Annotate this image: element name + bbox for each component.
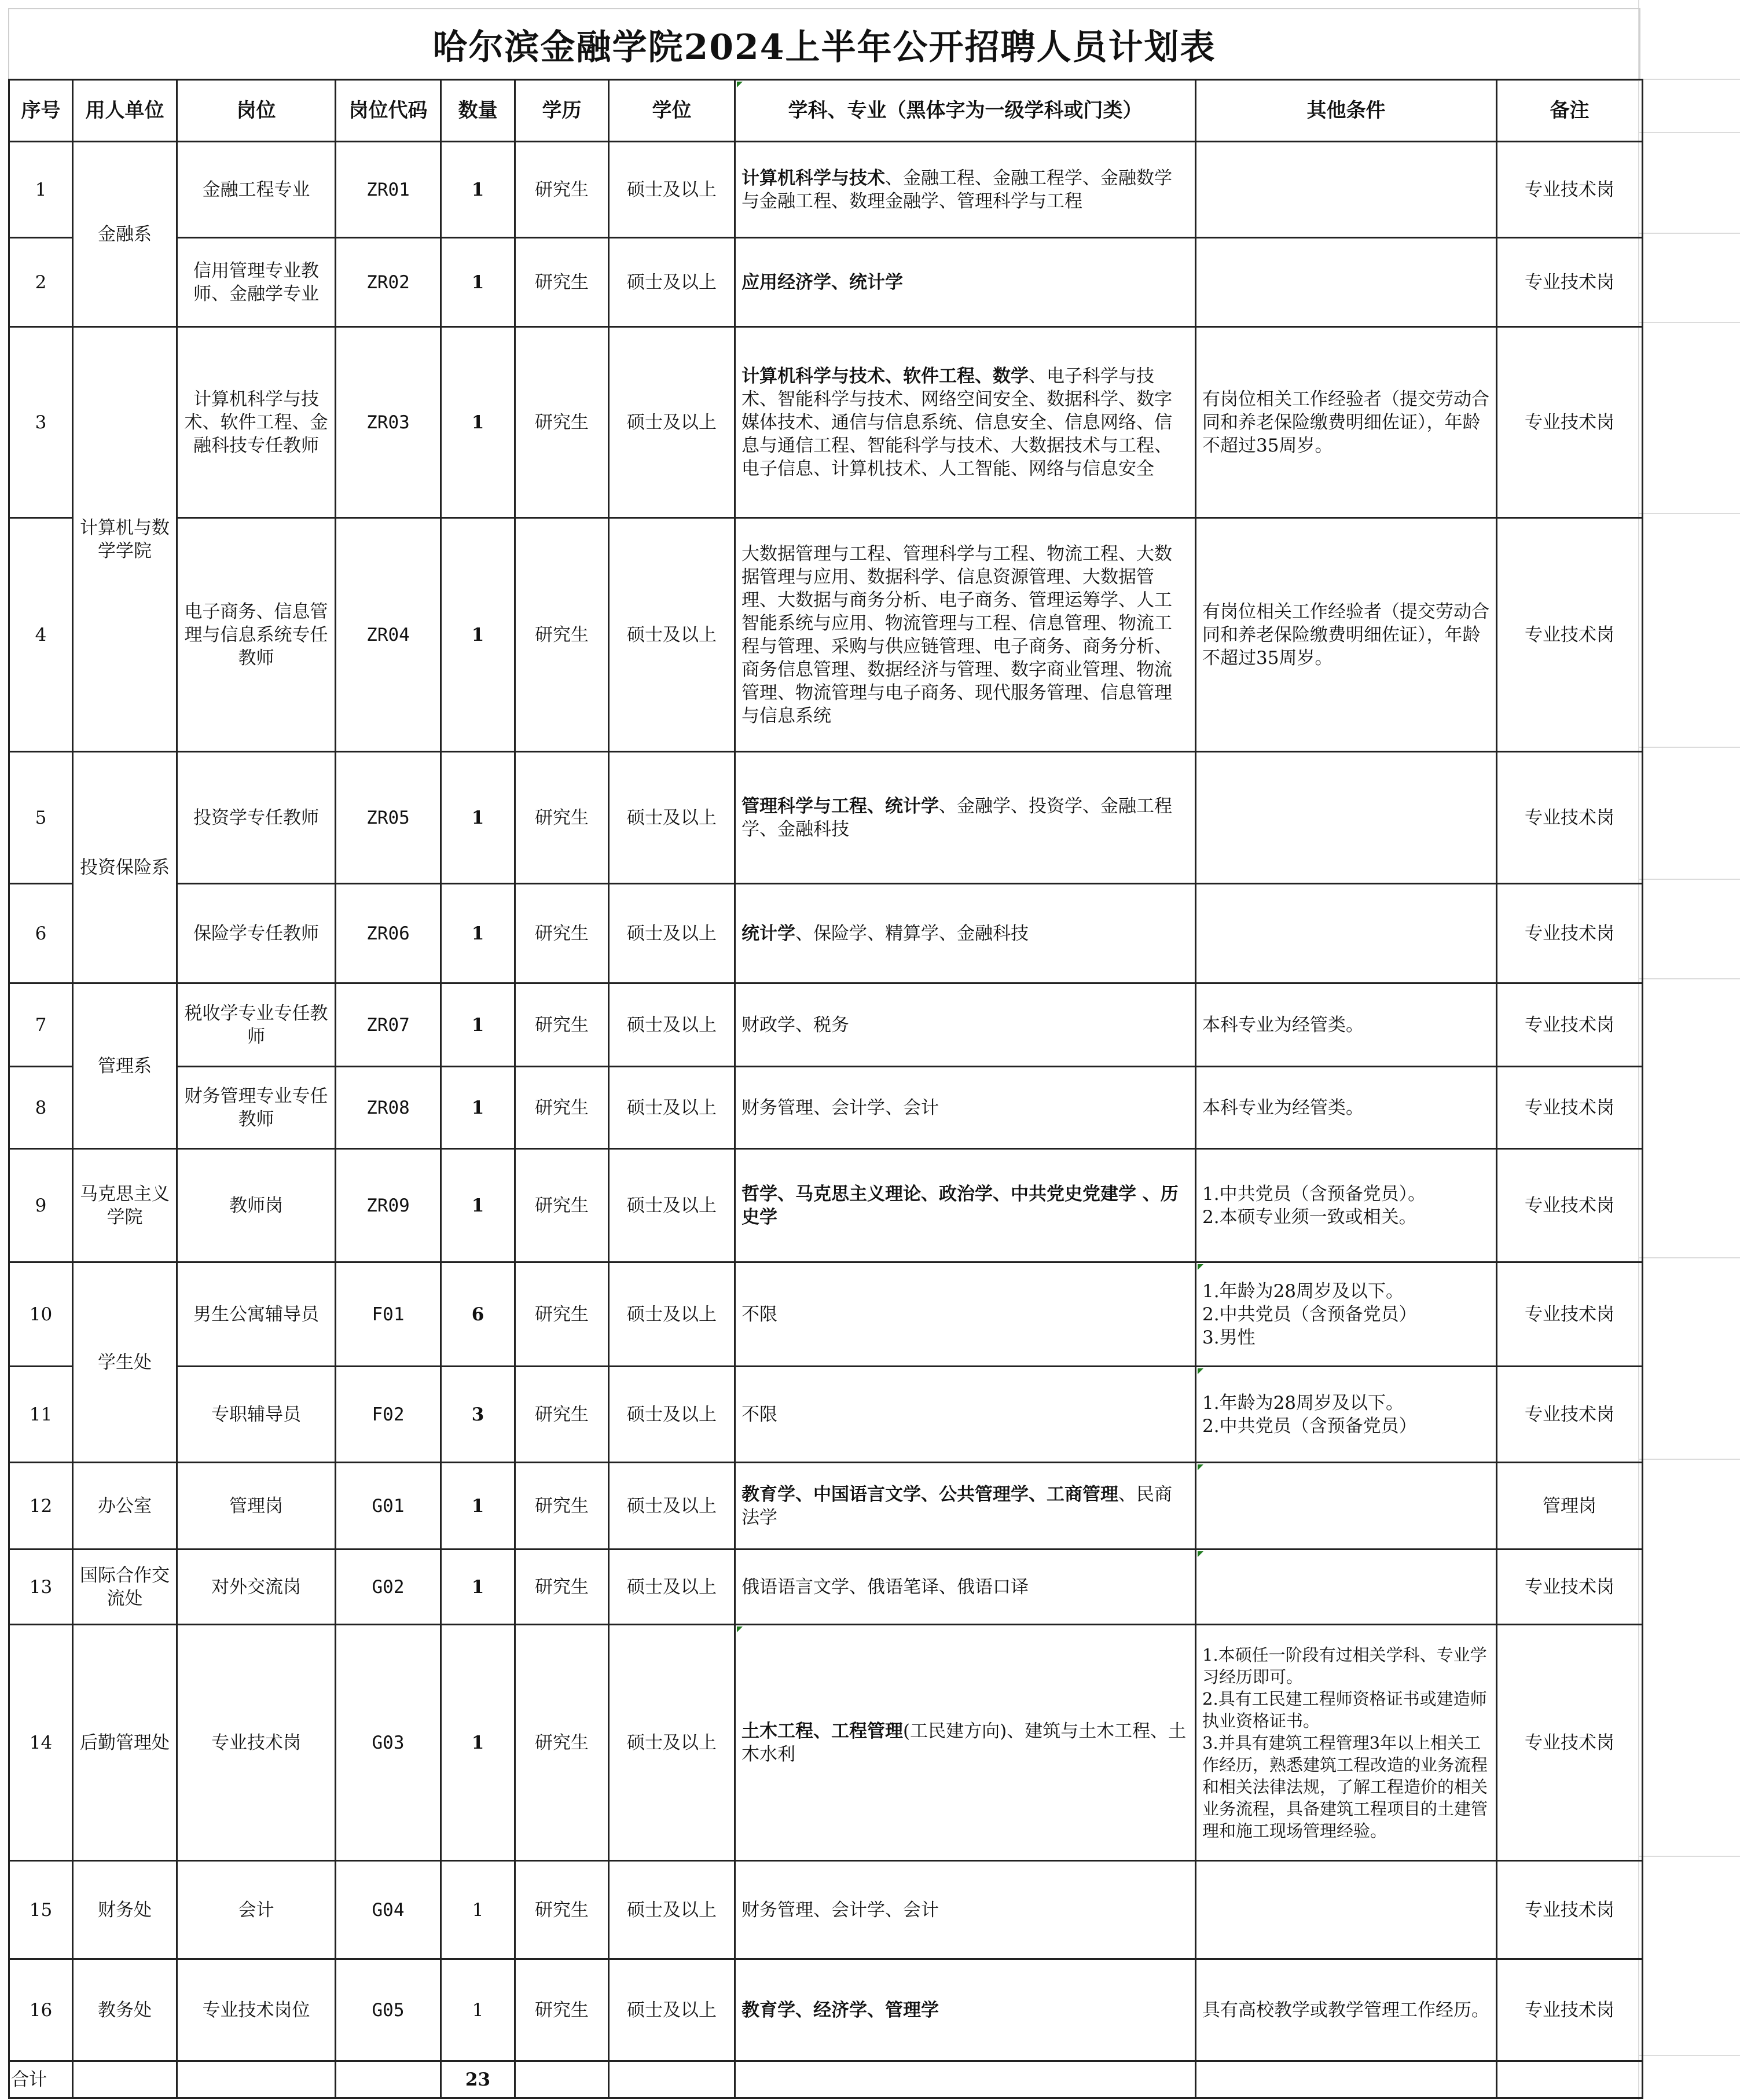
empty-cell[interactable] (177, 2061, 336, 2098)
cell-remark[interactable]: 专业技术岗 (1497, 1367, 1643, 1463)
table-row (9, 1262, 1643, 1367)
cell-edu[interactable]: 研究生 (515, 1959, 609, 2061)
cell-edu[interactable]: 研究生 (515, 238, 609, 327)
cell-post[interactable]: 男生公寓辅导员 (177, 1262, 336, 1367)
cell-remark[interactable]: 专业技术岗 (1497, 1067, 1643, 1149)
cell-post[interactable]: 电子商务、信息管理与信息系统专任教师 (177, 518, 336, 752)
empty-cell[interactable] (1497, 2061, 1643, 2098)
cell-edu[interactable]: 研究生 (515, 983, 609, 1067)
cell-code[interactable]: G04 (336, 1861, 441, 1959)
cell-other[interactable] (1196, 1861, 1497, 1959)
cell-edu[interactable]: 研究生 (515, 518, 609, 752)
cell-other[interactable] (1196, 752, 1497, 884)
cell-unit[interactable]: 后勤管理处 (73, 1625, 177, 1861)
major-bold: 应用经济学、统计学 (741, 271, 903, 293)
cell-remark[interactable]: 专业技术岗 (1497, 983, 1643, 1067)
cell-remark[interactable]: 专业技术岗 (1497, 884, 1643, 983)
table-row (9, 1959, 1643, 2061)
cell-degree[interactable]: 硕士及以上 (609, 238, 735, 327)
cell-count[interactable]: 1 (441, 1959, 515, 2061)
cell-other[interactable] (1196, 142, 1497, 238)
cell-code[interactable]: G03 (336, 1625, 441, 1861)
cell-major[interactable] (735, 884, 1196, 983)
cell-degree[interactable]: 硕士及以上 (609, 1367, 735, 1463)
cell-code[interactable]: ZR09 (336, 1149, 441, 1262)
cell-count[interactable]: 1 (441, 1550, 515, 1625)
cell-seq[interactable]: 12 (9, 1463, 73, 1550)
cell-unit[interactable]: 计算机与数学学院 (73, 327, 177, 752)
cell-seq[interactable]: 9 (9, 1149, 73, 1262)
cell-remark[interactable]: 专业技术岗 (1497, 752, 1643, 884)
cell-major[interactable] (735, 518, 1196, 752)
empty-cell[interactable] (73, 2061, 177, 2098)
cell-other[interactable] (1196, 238, 1497, 327)
cell-unit[interactable]: 投资保险系 (73, 752, 177, 983)
cell-edu[interactable]: 研究生 (515, 1149, 609, 1262)
cell-seq[interactable]: 8 (9, 1067, 73, 1149)
cell-unit[interactable]: 金融系 (73, 142, 177, 327)
major-bold: 教育学、中国语言文学、公共管理学、工商管理 (741, 1484, 1118, 1505)
cell-seq[interactable]: 15 (9, 1861, 73, 1959)
cell-major[interactable] (735, 1959, 1196, 2061)
major-rest: 大数据管理与工程、管理科学与工程、物流工程、大数据管理与应用、数据科学、信息资源管理、大数据管理、大数据与商务分析、电子商务、管理运筹学、人工智能系统与应用、物流管理与工程、信息管理、物流工程与管理、采购与供应链管理、电子商务、商务分析、商务信息管理、数据经济与管理、数字商业管理、物流管理、物流管理与电子商务、现代服务管理、信息管理与信息系统 (741, 543, 1172, 726)
table-row (9, 1550, 1643, 1625)
cell-edu[interactable]: 研究生 (515, 1625, 609, 1861)
cell-code[interactable]: ZR08 (336, 1067, 441, 1149)
cell-edu[interactable]: 研究生 (515, 884, 609, 983)
cell-remark[interactable]: 专业技术岗 (1497, 327, 1643, 518)
cell-degree[interactable]: 硕士及以上 (609, 1625, 735, 1861)
cell-seq[interactable]: 13 (9, 1550, 73, 1625)
cell-count[interactable]: 1 (441, 518, 515, 752)
cell-post[interactable]: 管理岗 (177, 1463, 336, 1550)
grid-line (1638, 1459, 1740, 1460)
cell-remark[interactable]: 专业技术岗 (1497, 1861, 1643, 1959)
cell-degree[interactable]: 硕士及以上 (609, 884, 735, 983)
major-bold: 土木工程、工程管理 (741, 1720, 903, 1742)
major-rest: 不限 (741, 1304, 777, 1325)
cell-other[interactable] (1196, 884, 1497, 983)
empty-cell[interactable] (735, 2061, 1196, 2098)
cell-other[interactable]: 1.年龄为28周岁及以下。 2.中共党员（含预备党员） (1196, 1367, 1497, 1463)
cell-edu[interactable]: 研究生 (515, 1861, 609, 1959)
cell-post[interactable]: 信用管理专业教师、金融学专业 (177, 238, 336, 327)
cell-code[interactable]: ZR04 (336, 518, 441, 752)
cell-other[interactable]: 1.中共党员（含预备党员）。 2.本硕专业须一致或相关。 (1196, 1149, 1497, 1262)
cell-post[interactable]: 财务管理专业专任教师 (177, 1067, 336, 1149)
header-edu[interactable]: 学历 (515, 80, 609, 142)
cell-major[interactable] (735, 752, 1196, 884)
cell-other[interactable]: 有岗位相关工作经验者（提交劳动合同和养老保险缴费明细佐证），年龄不超过35周岁。 (1196, 518, 1497, 752)
cell-seq[interactable]: 11 (9, 1367, 73, 1463)
header-other[interactable]: 其他条件 (1196, 80, 1497, 142)
cell-remark[interactable]: 专业技术岗 (1497, 238, 1643, 327)
cell-major[interactable] (735, 238, 1196, 327)
header-degree[interactable]: 学位 (609, 80, 735, 142)
cell-seq[interactable]: 2 (9, 238, 73, 327)
major-bold: 哲学、马克思主义理论、政治学、中共党史党建学 、历史学 (741, 1183, 1179, 1228)
grid-line (1638, 747, 1740, 748)
table-row (9, 518, 1643, 752)
cell-post[interactable]: 专职辅导员 (177, 1367, 336, 1463)
cell-count[interactable]: 1 (441, 1625, 515, 1861)
title-cell[interactable] (8, 8, 1640, 81)
cell-remark[interactable]: 专业技术岗 (1497, 1625, 1643, 1861)
cell-post[interactable]: 专业技术岗 (177, 1625, 336, 1861)
cell-count[interactable]: 1 (441, 1463, 515, 1550)
cell-count[interactable]: 1 (441, 752, 515, 884)
header-remark[interactable]: 备注 (1497, 80, 1643, 142)
cell-degree[interactable]: 硕士及以上 (609, 983, 735, 1067)
cell-degree[interactable]: 硕士及以上 (609, 752, 735, 884)
cell-remark[interactable]: 专业技术岗 (1497, 1262, 1643, 1367)
cell-seq[interactable]: 16 (9, 1959, 73, 2061)
cell-other[interactable]: 本科专业为经管类。 (1196, 1067, 1497, 1149)
cell-other[interactable] (1196, 1550, 1497, 1625)
cell-count[interactable]: 1 (441, 142, 515, 238)
cell-count[interactable]: 1 (441, 1067, 515, 1149)
cell-major[interactable] (735, 1367, 1196, 1463)
empty-cell[interactable] (609, 2061, 735, 2098)
cell-degree[interactable]: 硕士及以上 (609, 1861, 735, 1959)
cell-code[interactable]: ZR03 (336, 327, 441, 518)
cell-other[interactable]: 本科专业为经管类。 (1196, 983, 1497, 1067)
cell-degree[interactable]: 硕士及以上 (609, 1262, 735, 1367)
cell-count[interactable]: 6 (441, 1262, 515, 1367)
cell-seq[interactable]: 14 (9, 1625, 73, 1861)
cell-code[interactable]: F02 (336, 1367, 441, 1463)
cell-code[interactable]: G02 (336, 1550, 441, 1625)
cell-count[interactable]: 3 (441, 1367, 515, 1463)
cell-count[interactable]: 1 (441, 238, 515, 327)
major-rest: 、金融学、投资学、金融工程学、金融科技 (741, 795, 1172, 840)
cell-unit[interactable]: 马克思主义学院 (73, 1149, 177, 1262)
cell-remark[interactable]: 专业技术岗 (1497, 1550, 1643, 1625)
cell-post[interactable]: 保险学专任教师 (177, 884, 336, 983)
table-row (9, 1463, 1643, 1550)
major-bold: 管理科学与工程、统计学 (741, 795, 939, 817)
cell-remark[interactable]: 管理岗 (1497, 1463, 1643, 1550)
major-rest: 不限 (741, 1404, 777, 1425)
grid-line (1638, 79, 1740, 80)
cell-major[interactable] (735, 1861, 1196, 1959)
cell-edu[interactable]: 研究生 (515, 1367, 609, 1463)
table-row (9, 884, 1643, 983)
cell-seq[interactable]: 6 (9, 884, 73, 983)
cell-code[interactable]: F01 (336, 1262, 441, 1367)
cell-code[interactable]: ZR02 (336, 238, 441, 327)
cell-major[interactable] (735, 1463, 1196, 1550)
major-bold: 统计学 (741, 923, 795, 944)
header-count[interactable]: 数量 (441, 80, 515, 142)
header-unit[interactable]: 用人单位 (73, 80, 177, 142)
cell-remark[interactable]: 专业技术岗 (1497, 518, 1643, 752)
table-row (9, 1149, 1643, 1262)
cell-code[interactable]: ZR06 (336, 884, 441, 983)
major-rest: 财政学、税务 (741, 1014, 849, 1036)
cell-degree[interactable]: 硕士及以上 (609, 142, 735, 238)
cell-seq[interactable]: 10 (9, 1262, 73, 1367)
cell-edu[interactable]: 研究生 (515, 142, 609, 238)
major-bold: 教育学、经济学、管理学 (741, 1999, 939, 2021)
cell-post[interactable]: 对外交流岗 (177, 1550, 336, 1625)
cell-seq[interactable]: 5 (9, 752, 73, 884)
cell-major[interactable] (735, 1067, 1196, 1149)
cell-post[interactable]: 会计 (177, 1861, 336, 1959)
cell-post[interactable]: 专业技术岗位 (177, 1959, 336, 2061)
cell-other[interactable]: 有岗位相关工作经验者（提交劳动合同和养老保险缴费明细佐证），年龄不超过35周岁。 (1196, 327, 1497, 518)
table-row (9, 1367, 1643, 1463)
major-rest: 财务管理、会计学、会计 (741, 1899, 939, 1921)
table-row (9, 238, 1643, 327)
cell-post[interactable]: 税收学专业专任教师 (177, 983, 336, 1067)
header-major[interactable]: 学科、专业（黑体字为一级学科或门类） (735, 80, 1196, 142)
cell-code[interactable]: ZR01 (336, 142, 441, 238)
cell-major[interactable] (735, 142, 1196, 238)
cell-post[interactable]: 计算机科学与技术、软件工程、金融科技专任教师 (177, 327, 336, 518)
table-row (9, 1861, 1643, 1959)
cell-degree[interactable]: 硕士及以上 (609, 327, 735, 518)
total-row (9, 2061, 1643, 2098)
empty-cell[interactable] (515, 2061, 609, 2098)
cell-degree[interactable]: 硕士及以上 (609, 1463, 735, 1550)
cell-remark[interactable]: 专业技术岗 (1497, 1149, 1643, 1262)
cell-count[interactable]: 1 (441, 1149, 515, 1262)
cell-count[interactable]: 1 (441, 884, 515, 983)
cell-unit[interactable]: 财务处 (73, 1861, 177, 1959)
empty-cell[interactable] (336, 2061, 441, 2098)
empty-cell[interactable] (1196, 2061, 1497, 2098)
major-rest: 、保险学、精算学、金融科技 (795, 923, 1029, 944)
total-count[interactable]: 23 (441, 2061, 515, 2098)
cell-major[interactable] (735, 1262, 1196, 1367)
cell-seq[interactable]: 3 (9, 327, 73, 518)
cell-post[interactable]: 教师岗 (177, 1149, 336, 1262)
grid-line (1638, 2055, 1740, 2056)
cell-count[interactable]: 1 (441, 1861, 515, 1959)
cell-edu[interactable]: 研究生 (515, 1463, 609, 1550)
grid-line (1638, 322, 1740, 323)
header-post[interactable]: 岗位 (177, 80, 336, 142)
total-label[interactable]: 合计 (9, 2061, 73, 2098)
cell-degree[interactable]: 硕士及以上 (609, 1067, 735, 1149)
grid-line (1638, 879, 1740, 880)
cell-seq[interactable]: 1 (9, 142, 73, 238)
cell-remark[interactable]: 专业技术岗 (1497, 142, 1643, 238)
cell-code[interactable]: ZR07 (336, 983, 441, 1067)
table-row (9, 327, 1643, 518)
cell-edu[interactable]: 研究生 (515, 1550, 609, 1625)
grid-line (1638, 233, 1740, 234)
grid-line (1638, 978, 1740, 979)
cell-degree[interactable]: 硕士及以上 (609, 518, 735, 752)
grid-line (1638, 513, 1740, 514)
cell-edu[interactable]: 研究生 (515, 327, 609, 518)
cell-post[interactable]: 金融工程专业 (177, 142, 336, 238)
cell-count[interactable]: 1 (441, 983, 515, 1067)
table-row (9, 1067, 1643, 1149)
grid-line (1638, 132, 1740, 133)
cell-code[interactable]: ZR05 (336, 752, 441, 884)
cell-degree[interactable]: 硕士及以上 (609, 1550, 735, 1625)
cell-major[interactable] (735, 1625, 1196, 1861)
cell-unit[interactable]: 国际合作交流处 (73, 1550, 177, 1625)
header-seq[interactable]: 序号 (9, 80, 73, 142)
cell-code[interactable]: G01 (336, 1463, 441, 1550)
cell-edu[interactable]: 研究生 (515, 1067, 609, 1149)
cell-other[interactable] (1196, 1463, 1497, 1550)
cell-other[interactable]: 1.本硕任一阶段有过相关学科、专业学习经历即可。 2.具有工民建工程师资格证书或建造师执业资格证书。 3.并具有建筑工程管理3年以上相关工作经历，熟悉建筑工程改造的业务流程和相关法律法规，了解工程造价的相关业务流程，具备建筑工程项目的土建管理和施工现场管理经验。 (1196, 1625, 1497, 1861)
grid-line (1638, 1257, 1740, 1258)
cell-other[interactable]: 具有高校教学或教学管理工作经历。 (1196, 1959, 1497, 2061)
table-row (9, 142, 1643, 238)
cell-seq[interactable]: 4 (9, 518, 73, 752)
cell-remark[interactable]: 专业技术岗 (1497, 1959, 1643, 2061)
major-bold: 计算机科学与技术 (741, 167, 885, 189)
cell-major[interactable] (735, 327, 1196, 518)
major-rest: (工民建方向)、建筑与土木工程、土木水利 (741, 1720, 1187, 1765)
cell-post[interactable]: 投资学专任教师 (177, 752, 336, 884)
table-row (9, 983, 1643, 1067)
grid-line (1638, 1856, 1740, 1857)
major-rest: 、电子科学与技术、智能科学与技术、网络空间安全、数据科学、数字媒体技术、通信与信息系统、信息安全、信息网络、信息与通信工程、智能科学与技术、大数据技术与工程、电子信息、计算机技术、人工智能、网络与信息安全 (741, 365, 1172, 479)
header-code[interactable]: 岗位代码 (336, 80, 441, 142)
recruitment-table (8, 79, 1643, 2099)
cell-unit[interactable]: 教务处 (73, 1959, 177, 2061)
cell-edu[interactable]: 研究生 (515, 1262, 609, 1367)
cell-seq[interactable]: 7 (9, 983, 73, 1067)
table-row (9, 1625, 1643, 1861)
cell-major[interactable] (735, 1149, 1196, 1262)
cell-other[interactable]: 1.年龄为28周岁及以下。 2.中共党员（含预备党员） 3.男性 (1196, 1262, 1497, 1367)
major-bold: 计算机科学与技术、软件工程、数学 (741, 365, 1029, 387)
cell-code[interactable]: G05 (336, 1959, 441, 2061)
cell-edu[interactable]: 研究生 (515, 752, 609, 884)
major-rest: 、民商法学 (741, 1484, 1172, 1528)
major-rest: 、金融工程、金融工程学、金融数学与金融工程、数理金融学、管理科学与工程 (741, 167, 1172, 212)
major-rest: 俄语语言文学、俄语笔译、俄语口译 (741, 1576, 1029, 1598)
cell-degree[interactable]: 硕士及以上 (609, 1149, 735, 1262)
table-row (9, 752, 1643, 884)
major-rest: 财务管理、会计学、会计 (741, 1097, 939, 1118)
cell-unit[interactable]: 管理系 (73, 983, 177, 1149)
cell-unit[interactable]: 办公室 (73, 1463, 177, 1550)
cell-degree[interactable]: 硕士及以上 (609, 1959, 735, 2061)
cell-major[interactable] (735, 983, 1196, 1067)
cell-count[interactable]: 1 (441, 327, 515, 518)
cell-unit[interactable]: 学生处 (73, 1262, 177, 1463)
page-title: 哈尔滨金融学院2024上半年公开招聘人员计划表 (432, 27, 1216, 68)
header-row (9, 80, 1643, 142)
cell-major[interactable] (735, 1550, 1196, 1625)
